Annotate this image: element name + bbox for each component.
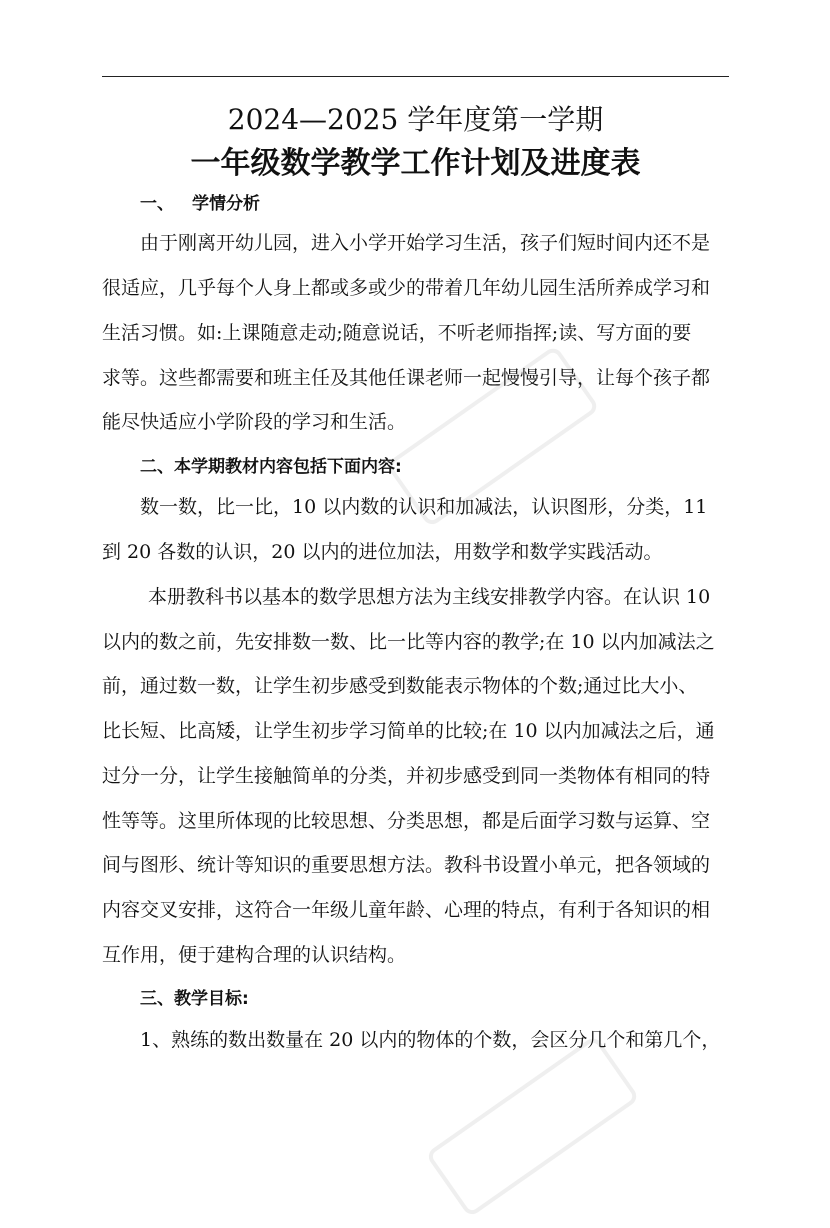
section-heading-1	[140, 192, 260, 216]
paragraph-line: 本册教科书以基本的数学思想方法为主线安排教学内容。在认识 10	[148, 586, 711, 608]
section-heading-3	[140, 987, 249, 1011]
paragraph-line: 以内的数之前，先安排数一数、比一比等内容的教学;在 10 以内加减法之	[102, 631, 715, 653]
header-rule	[102, 76, 729, 77]
section-heading-2	[140, 455, 402, 479]
paragraph-line: 过分一分，让学生接触简单的分类，并初步感受到同一类物体有相同的特	[102, 765, 711, 787]
paragraph-line: 比长短、比高矮，让学生初步学习简单的比较;在 10 以内加减法之后，通	[102, 720, 715, 742]
section-label: 学情分析	[192, 194, 260, 214]
paragraph-line: 1、熟练的数出数量在 20 以内的物体的个数，会区分几个和第几个，	[140, 1029, 721, 1051]
paragraph-line: 很适应，几乎每个人身上都或多或少的带着几年幼儿园生活所养成学习和	[102, 277, 711, 299]
paragraph-line: 内容交叉安排，这符合一年级儿童年龄、心理的特点，有利于各知识的相	[102, 899, 711, 921]
paragraph-line: 数一数，比一比，10 以内数的认识和加减法，认识图形，分类，11	[140, 496, 708, 518]
paragraph-line: 求等。这些都需要和班主任及其他任课老师一起慢慢引导，让每个孩子都	[102, 367, 711, 389]
section-number: 一、	[140, 194, 174, 214]
paragraph-line: 生活习惯。如:上课随意走动;随意说话，不听老师指挥;读、写方面的要	[102, 322, 692, 344]
section-number: 三、	[140, 989, 174, 1009]
paragraph-line: 到 20 各数的认识，20 以内的进位加法，用数学和数学实践活动。	[102, 541, 663, 563]
paragraph-line: 性等等。这里所体现的比较思想、分类思想，都是后面学习数与运算、空	[102, 810, 711, 832]
paragraph-line: 互作用，便于建构合理的认识结构。	[102, 944, 407, 966]
section-label: 本学期教材内容包括下面内容:	[174, 457, 402, 477]
paragraph-line: 由于刚离开幼儿园，进入小学开始学习生活，孩子们短时间内还不是	[140, 232, 711, 254]
title-line-2: 一年级数学教学工作计划及进度表	[190, 146, 641, 181]
paragraph-line: 前，通过数一数，让学生初步感受到数能表示物体的个数;通过比大小、	[102, 675, 698, 697]
paragraph-line: 间与图形、统计等知识的重要思想方法。教科书设置小单元，把各领域的	[102, 854, 711, 876]
title-line-1: 2024—2025 学年度第一学期	[227, 103, 604, 136]
section-number: 二、	[140, 457, 174, 477]
section-label: 教学目标:	[174, 989, 249, 1009]
paragraph-line: 能尽快适应小学阶段的学习和生活。	[102, 411, 407, 433]
